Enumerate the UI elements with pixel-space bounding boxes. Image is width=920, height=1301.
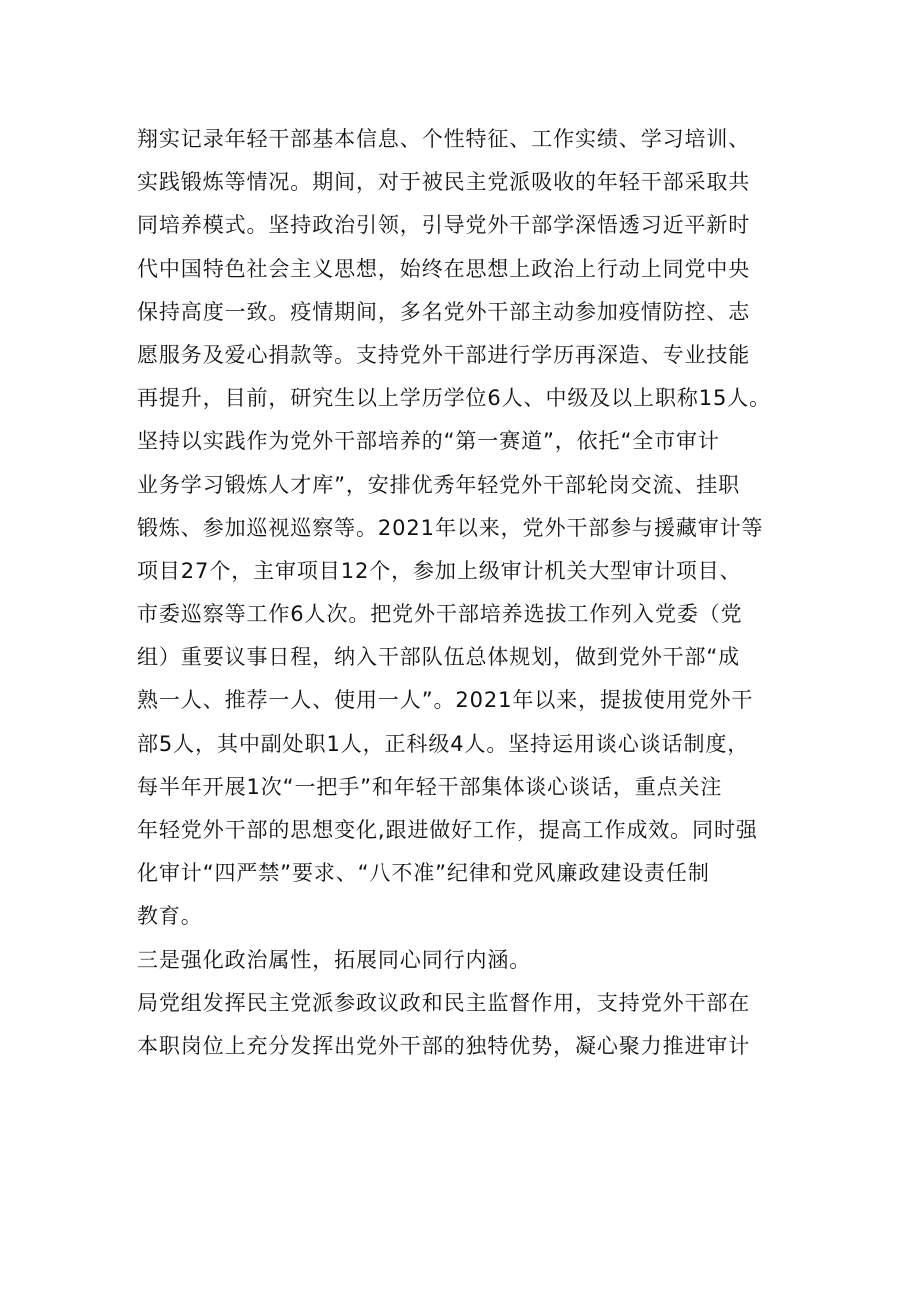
text-line: 锻炼、参加巡视巡察等。2021年以来，党外干部参与援藏审计等 [137,515,764,540]
text-line: 教育。 [137,904,203,929]
text-line: 局党组发挥民主党派参政议政和民主监督作用，支持党外干部在 [137,990,751,1015]
text-line: 年轻党外干部的思想变化,跟进做好工作，提高工作成效。同时强 [137,818,758,842]
text-line: 本职岗位上充分发挥出党外干部的独特优势，凝心聚力推进审计 [137,1033,751,1058]
text-line: 再提升，目前，研究生以上学历学位6人、中级及以上职称15人。 [137,386,772,411]
text-line: 翔实记录年轻干部基本信息、个性特征、工作实绩、学习培训、 [137,127,751,151]
text-line: 保持高度一致。疫情期间，多名党外干部主动参加疫情防控、志 [137,299,751,324]
body-text [137,118,797,1068]
text-line: 组）重要议事日程，纳入干部队伍总体规划，做到党外干部“成 [137,645,741,670]
text-line: 同培养模式。坚持政治引领，引导党外干部学深悟透习近平新时 [137,213,751,238]
text-line: 愿服务及爱心捐款等。支持党外干部进行学历再深造、专业技能 [137,342,751,367]
text-line: 每半年开展1次“一把手”和年轻干部集体谈心谈话，重点关注 [137,774,723,799]
text-line: 部5人，其中副处职1人，正科级4人。坚持运用谈心谈话制度， [137,731,750,756]
text-line: 市委巡察等工作6人次。把党外干部培养选拔工作列入党委（党 [137,602,743,627]
text-line: 坚持以实践作为党外干部培养的“第一赛道”，依托“全市审计 [137,429,720,454]
text-line: 化审计“四严禁”要求、“八不准”纪律和党风廉政建设责任制 [137,861,710,886]
text-line: 实践锻炼等情况。期间，对于被民主党派吸收的年轻干部采取共 [137,170,751,195]
section-heading: 三是强化政治属性，拓展同心同行内涵。 [137,947,532,972]
text-line: 熟一人、推荐一人、使用一人”。2021年以来，提拔使用党外干 [137,688,754,713]
text-line: 代中国特色社会主义思想，始终在思想上政治上行动上同党中央 [137,256,751,281]
text-line: 业务学习锻炼人才库”，安排优秀年轻党外干部轮岗交流、挂职 [137,472,741,497]
text-line: 项目27个，主审项目12个，参加上级审计机关大型审计项目、 [137,558,742,583]
